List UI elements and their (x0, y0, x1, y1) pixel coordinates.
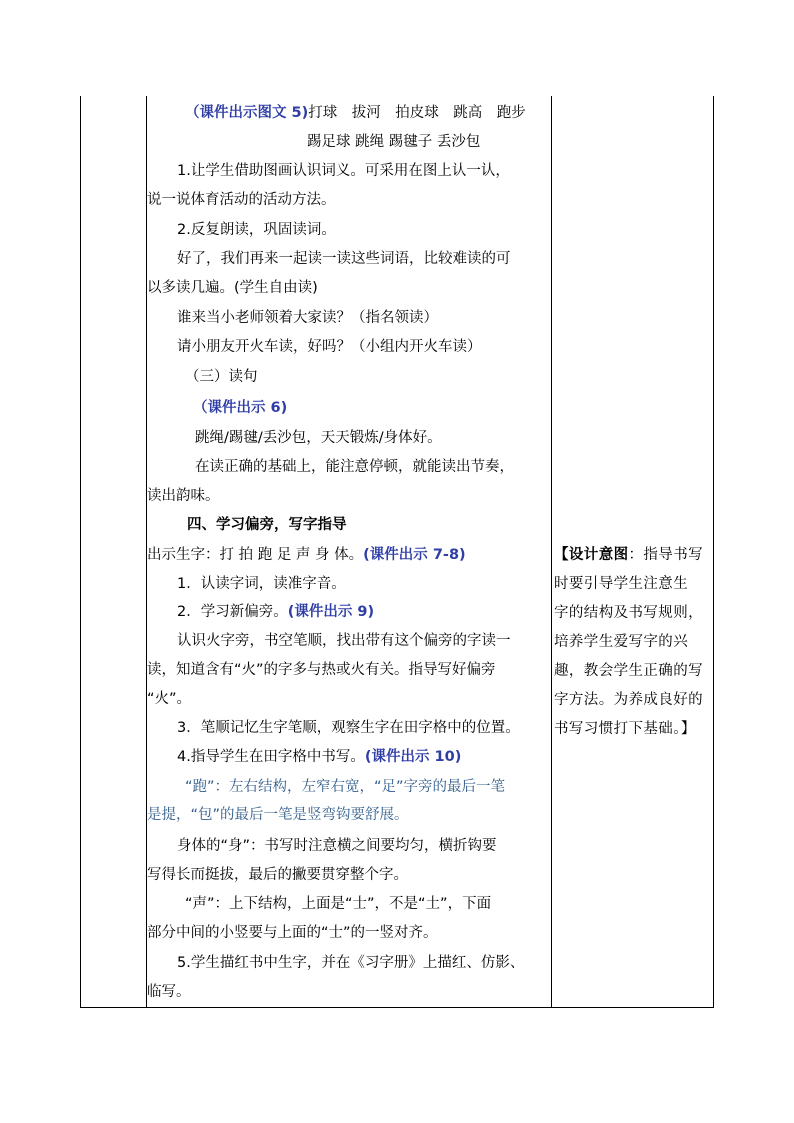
line-18 (177, 602, 374, 622)
courseware-ref: （课件出示图文 5) (185, 105, 309, 121)
design-intent-line-3: 字的结构及书写规则， (554, 605, 703, 621)
line-19: 认识火字旁，书空笔顺，找出带有这个偏旁的字读一 (177, 633, 511, 649)
courseware-ref-6: （课件出示 6) (193, 400, 288, 416)
line-21: “火”。 (147, 691, 192, 707)
line-25: 是提，“包”的最后一笔是竖弯钩要舒展。 (147, 807, 409, 823)
line-6: 好了，我们再来一起读一读这些词语，比较难读的可 (177, 251, 511, 267)
design-intent-text: ：指导书写 (628, 547, 703, 563)
line-12: 跳绳/踢毽/丢沙包，天天锻炼/身体好。 (195, 430, 442, 446)
design-intent-line-4: 培养学生爱写字的兴 (554, 634, 689, 650)
courseware-ref-10: (课件出示 10) (364, 749, 462, 765)
lesson-table (80, 96, 714, 1008)
design-intent-line-1 (554, 545, 703, 565)
line-2: 踢足球 跳绳 踢毽子 丢沙包 (307, 134, 481, 150)
line-16 (147, 545, 466, 565)
table-border-left (80, 96, 81, 1007)
line-20: 读，知道含有“火”的字多与热或火有关。指导写好偏旁 (147, 662, 496, 678)
line-22: 3．笔顺记忆生字笔顺，观察生字在田字格中的位置。 (177, 720, 520, 736)
line-5: 2.反复朗读，巩固读词。 (177, 222, 336, 238)
line-27: 写得长而挺拔，最后的撇要贯穿整个字。 (147, 867, 408, 883)
section-4-heading: 四、学习偏旁，写字指导 (187, 517, 347, 533)
column-divider-2 (551, 96, 552, 1007)
line-24: “跑”：左右结构，左窄右宽，“足”字旁的最后一笔 (185, 779, 506, 795)
line-14: 读出韵味。 (147, 488, 220, 504)
courseware-ref-7-8: (课件出示 7-8) (363, 547, 466, 563)
design-intent-line-6: 字方法。为养成良好的 (554, 692, 703, 708)
line-3: 1.让学生借助图画认识词义。可采用在图上认一认， (177, 163, 510, 179)
line-9: 请小朋友开火车读，好吗？（小组内开火车读） (177, 339, 482, 355)
design-intent-line-2: 时要引导学生注意生 (554, 576, 689, 592)
line-26: 身体的“身”：书写时注意横之间要均匀，横折钩要 (177, 838, 497, 854)
line-7: 以多读几遍。(学生自由读) (147, 280, 318, 296)
line-29: 部分中间的小竖要与上面的“士”的一竖对齐。 (147, 925, 438, 941)
courseware-ref-9: (课件出示 9) (287, 604, 375, 620)
line-30: 5.学生描红书中生字，并在《习字册》上描红、仿影、 (177, 955, 525, 971)
line-31: 临写。 (147, 984, 191, 1000)
new-radical-step: 2．学习新偏旁。 (177, 604, 288, 620)
line-17: 1．认读字词，读准字音。 (177, 576, 346, 592)
writing-step: 4.指导学生在田字格中书写。 (177, 749, 365, 765)
design-intent-line-7: 书写习惯打下基础。】 (554, 721, 696, 737)
new-characters: 出示生字：打 拍 跑 足 声 身 体。 (147, 547, 364, 563)
line-13: 在读正确的基础上，能注意停顿，就能读出节奏， (195, 459, 514, 475)
line-1 (185, 103, 526, 123)
design-intent-label: 【设计意图 (554, 547, 629, 563)
line-4: 说一说体育活动的活动方法。 (147, 192, 336, 208)
line-28: “声”：上下结构，上面是“士”，不是“土”，下面 (185, 896, 492, 912)
design-intent-line-5: 趣，教会学生正确的写 (554, 663, 703, 679)
line-23 (177, 747, 461, 767)
table-border-right (713, 96, 714, 1007)
line-8: 谁来当小老师领着大家读？（指名领读） (177, 310, 438, 326)
section-3-heading: （三）读句 (185, 369, 258, 385)
activity-words: 打球 拔河 拍皮球 跳高 跑步 (308, 105, 526, 121)
